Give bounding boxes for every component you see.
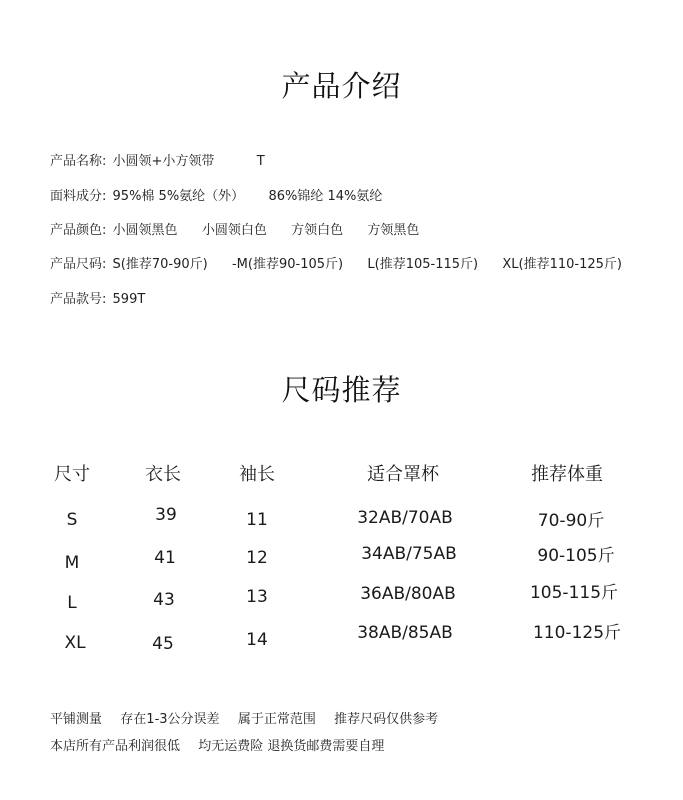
note-text: 推荐尺码仅供参考	[334, 712, 439, 727]
info-row-sizes	[50, 253, 622, 272]
table-cell: M	[64, 553, 80, 573]
name-suffix: T	[256, 154, 265, 169]
table-cell: 39	[155, 505, 177, 525]
name-value: 小圆领+小方领带	[112, 154, 215, 169]
table-cell: 12	[246, 548, 268, 568]
header-length: 衣长	[145, 464, 181, 485]
header-sleeve: 袖长	[239, 464, 275, 485]
note-line-1	[50, 708, 438, 727]
style-value: 599T	[112, 292, 146, 307]
fabric-value-2: 86%锦纶 14%氨纶	[268, 189, 383, 204]
info-row-colors	[50, 219, 419, 238]
table-cell: L	[67, 593, 77, 613]
color-item: 方领黑色	[367, 223, 420, 238]
table-cell: 36AB/80AB	[360, 584, 456, 604]
colors-label: 产品颜色:	[50, 223, 107, 238]
note-text: 存在1-3公分误差	[120, 712, 220, 727]
table-cell: S	[66, 510, 78, 530]
note-text: 均无运费险 退换货邮费需要自理	[198, 739, 385, 754]
header-size: 尺寸	[54, 464, 90, 485]
header-weight: 推荐体重	[531, 464, 603, 485]
sizes-label: 产品尺码:	[50, 257, 107, 272]
table-cell: 70-90斤	[537, 511, 605, 531]
color-item: 方领白色	[291, 223, 344, 238]
info-row-name	[50, 150, 265, 169]
table-cell: 32AB/70AB	[357, 508, 453, 528]
table-cell: 13	[246, 587, 268, 607]
table-cell: 110-125斤	[532, 623, 622, 643]
note-text: 属于正常范围	[237, 712, 316, 727]
name-label: 产品名称:	[50, 154, 107, 169]
fabric-label: 面料成分:	[50, 189, 107, 204]
table-cell: 105-115斤	[529, 583, 619, 603]
info-row-fabric	[50, 185, 382, 204]
intro-title: 产品介绍	[281, 69, 402, 103]
table-cell: 14	[246, 630, 268, 650]
size-item: S(推荐70-90斤)	[112, 257, 208, 272]
note-text: 平铺测量	[50, 712, 103, 727]
table-cell: 38AB/85AB	[357, 623, 453, 643]
note-line-2	[50, 735, 384, 754]
table-cell: XL	[64, 633, 86, 653]
size-item: L(推荐105-115斤)	[367, 257, 479, 272]
header-cup: 适合罩杯	[367, 464, 439, 485]
size-title: 尺码推荐	[281, 373, 402, 407]
style-label: 产品款号:	[50, 292, 107, 307]
fabric-value: 95%棉 5%氨纶（外）	[112, 189, 245, 204]
color-item: 小圆领黑色	[112, 223, 178, 238]
table-cell: 11	[246, 510, 268, 530]
table-cell: 34AB/75AB	[361, 544, 457, 564]
table-cell: 45	[152, 634, 174, 654]
info-row-style	[50, 288, 145, 307]
table-cell: 41	[154, 548, 176, 568]
size-item: XL(推荐110-125斤)	[502, 257, 622, 272]
color-item: 小圆领白色	[201, 223, 267, 238]
size-item: -M(推荐90-105斤)	[231, 257, 344, 272]
table-cell: 90-105斤	[537, 546, 615, 566]
table-cell: 43	[153, 590, 175, 610]
note-text: 本店所有产品利润很低	[50, 739, 181, 754]
